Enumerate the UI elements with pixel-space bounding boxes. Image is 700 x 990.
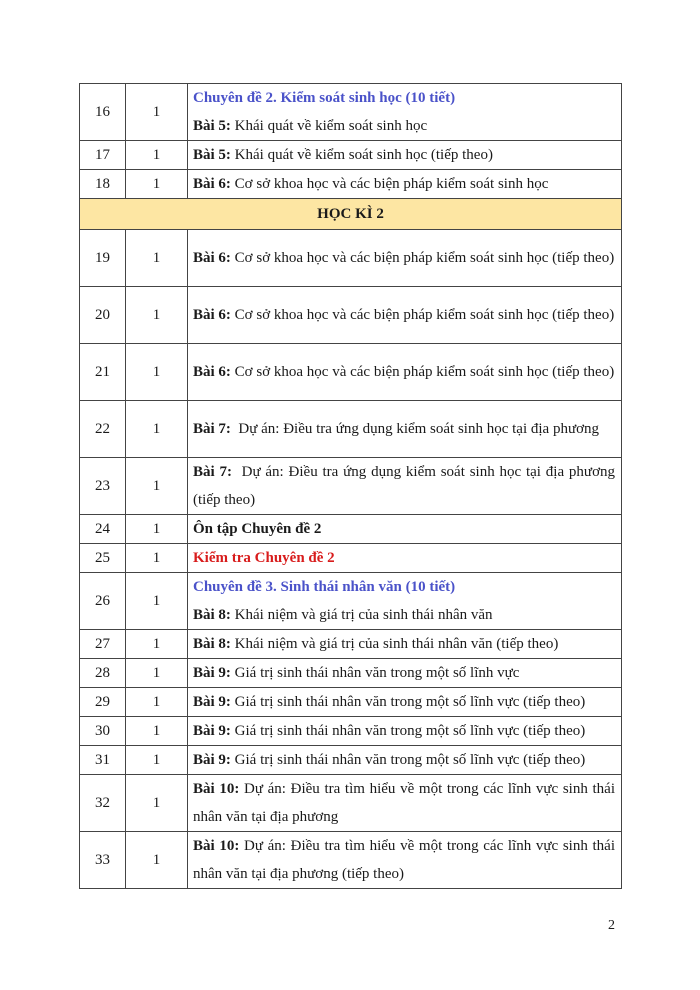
lesson-label: Bài 6: (193, 364, 231, 380)
table-section-semester2 (80, 230, 622, 889)
period-count: 1 (126, 573, 188, 630)
table-row (80, 287, 622, 344)
topic-title: Chuyên đề 2. Kiểm soát sinh học (10 tiết) (193, 90, 456, 106)
lesson-number: 26 (80, 573, 126, 630)
semester-header-row (80, 199, 622, 230)
lesson-content (188, 832, 622, 889)
lesson-number: 32 (80, 775, 126, 832)
lesson-number: 21 (80, 344, 126, 401)
table-row (80, 170, 622, 199)
lesson-line (193, 421, 599, 437)
lesson-label: Bài 6: (193, 250, 231, 266)
lesson-title: Cơ sở khoa học và các biện pháp kiểm soát sinh học (tiếp theo) (230, 364, 615, 380)
lesson-line (193, 838, 619, 882)
lesson-label: Bài 7: (193, 464, 232, 480)
lesson-title: Khái quát về kiểm soát sinh học (tiếp theo) (230, 147, 493, 163)
lesson-label: Bài 10: (193, 838, 240, 854)
period-count: 1 (126, 630, 188, 659)
lesson-label: Bài 7: (193, 421, 231, 437)
lesson-line (193, 665, 519, 681)
lesson-label: Bài 10: (193, 781, 240, 797)
lesson-content (188, 746, 622, 775)
lesson-title: Giá trị sinh thái nhân văn trong một số lĩnh vực (tiếp theo) (230, 752, 586, 768)
lesson-line (193, 694, 585, 710)
lesson-line (193, 176, 548, 192)
lesson-title: Giá trị sinh thái nhân văn trong một số lĩnh vực (230, 665, 520, 681)
lesson-title: Khái niệm và giá trị của sinh thái nhân văn (tiếp theo) (230, 636, 559, 652)
period-count: 1 (126, 170, 188, 199)
table-row (80, 344, 622, 401)
lesson-number: 16 (80, 84, 126, 141)
lesson-line (193, 118, 427, 134)
table-row (80, 230, 622, 287)
period-count: 1 (126, 688, 188, 717)
table-row (80, 688, 622, 717)
table-section-semester1 (80, 84, 622, 199)
period-count: 1 (126, 141, 188, 170)
lesson-content (188, 287, 622, 344)
lesson-title: Cơ sở khoa học và các biện pháp kiểm soát sinh học (tiếp theo) (230, 250, 615, 266)
lesson-line (193, 464, 619, 508)
lesson-line (193, 607, 493, 623)
lesson-content (188, 344, 622, 401)
lesson-label: Bài 5: (193, 147, 231, 163)
period-count: 1 (126, 287, 188, 344)
lesson-title: Cơ sở khoa học và các biện pháp kiểm soát sinh học (230, 176, 549, 192)
lesson-content (188, 401, 622, 458)
topic-title: Chuyên đề 3. Sinh thái nhân văn (10 tiết) (193, 579, 456, 595)
period-count: 1 (126, 746, 188, 775)
lesson-content (188, 688, 622, 717)
lesson-number: 29 (80, 688, 126, 717)
lesson-title: Dự án: Điều tra tìm hiểu về một trong các lĩnh vực sinh thái nhân văn tại địa phương (tiếp theo) (193, 838, 619, 882)
table-row (80, 544, 622, 573)
period-count: 1 (126, 659, 188, 688)
period-count: 1 (126, 230, 188, 287)
period-count: 1 (126, 344, 188, 401)
lesson-label: Bài 6: (193, 176, 231, 192)
lesson-number: 27 (80, 630, 126, 659)
lesson-number: 19 (80, 230, 126, 287)
lesson-line (193, 250, 614, 266)
lesson-label: Bài 6: (193, 307, 231, 323)
period-count: 1 (126, 775, 188, 832)
lesson-title: Giá trị sinh thái nhân văn trong một số lĩnh vực (tiếp theo) (230, 723, 586, 739)
lesson-content (188, 573, 622, 630)
lesson-title: Dự án: Điều tra tìm hiểu về một trong các lĩnh vực sinh thái nhân văn tại địa phương (193, 781, 619, 825)
table-row (80, 458, 622, 515)
lesson-content (188, 775, 622, 832)
table-row (80, 573, 622, 630)
period-count: 1 (126, 515, 188, 544)
lesson-content (188, 515, 622, 544)
table-row (80, 141, 622, 170)
lesson-line (193, 364, 614, 380)
lesson-content (188, 659, 622, 688)
lesson-label: Bài 9: (193, 694, 231, 710)
lesson-title: Dự án: Điều tra ứng dụng kiểm soát sinh học tại địa phương (tiếp theo) (193, 464, 619, 508)
lesson-label: Bài 9: (193, 723, 231, 739)
table-row (80, 630, 622, 659)
lesson-line (193, 781, 619, 825)
lesson-number: 20 (80, 287, 126, 344)
lesson-content (188, 630, 622, 659)
lesson-line (193, 307, 614, 323)
period-count: 1 (126, 84, 188, 141)
lesson-title: Khái niệm và giá trị của sinh thái nhân văn (230, 607, 493, 623)
lesson-number: 33 (80, 832, 126, 889)
lesson-content (188, 458, 622, 515)
lesson-number: 18 (80, 170, 126, 199)
lesson-number: 31 (80, 746, 126, 775)
table-row (80, 515, 622, 544)
lesson-number: 23 (80, 458, 126, 515)
period-count: 1 (126, 832, 188, 889)
lesson-content (188, 230, 622, 287)
period-count: 1 (126, 544, 188, 573)
lesson-content (188, 170, 622, 199)
table-row (80, 717, 622, 746)
lesson-label: Bài 9: (193, 752, 231, 768)
period-count: 1 (126, 401, 188, 458)
lesson-line (193, 752, 585, 768)
exam-title: Kiểm tra Chuyên đề 2 (193, 550, 335, 566)
page-number: 2 (608, 918, 615, 933)
table-row (80, 659, 622, 688)
lesson-number: 17 (80, 141, 126, 170)
lesson-label: Bài 8: (193, 636, 231, 652)
table-section-header (80, 199, 622, 230)
period-count: 1 (126, 717, 188, 746)
lesson-label: Bài 8: (193, 607, 231, 623)
lesson-content (188, 141, 622, 170)
lesson-title: Cơ sở khoa học và các biện pháp kiểm soát sinh học (tiếp theo) (230, 307, 615, 323)
lesson-content (188, 84, 622, 141)
review-title: Ôn tập Chuyên đề 2 (193, 521, 322, 537)
lesson-label: Bài 9: (193, 665, 231, 681)
table-row (80, 832, 622, 889)
lesson-title: Giá trị sinh thái nhân văn trong một số lĩnh vực (tiếp theo) (230, 694, 586, 710)
lesson-number: 24 (80, 515, 126, 544)
lesson-title: Khái quát về kiểm soát sinh học (230, 118, 428, 134)
lesson-line (193, 147, 493, 163)
lesson-line (193, 723, 585, 739)
lesson-number: 22 (80, 401, 126, 458)
lesson-content (188, 717, 622, 746)
table-row (80, 401, 622, 458)
semester-header: HỌC KÌ 2 (80, 199, 622, 230)
lesson-number: 28 (80, 659, 126, 688)
lesson-number: 25 (80, 544, 126, 573)
table-row (80, 746, 622, 775)
lesson-plan-table (79, 83, 622, 889)
lesson-content (188, 544, 622, 573)
lesson-title: Dự án: Điều tra ứng dụng kiểm soát sinh học tại địa phương (230, 421, 600, 437)
table-row (80, 775, 622, 832)
table-row (80, 84, 622, 141)
lesson-number: 30 (80, 717, 126, 746)
period-count: 1 (126, 458, 188, 515)
lesson-line (193, 636, 558, 652)
lesson-label: Bài 5: (193, 118, 231, 134)
